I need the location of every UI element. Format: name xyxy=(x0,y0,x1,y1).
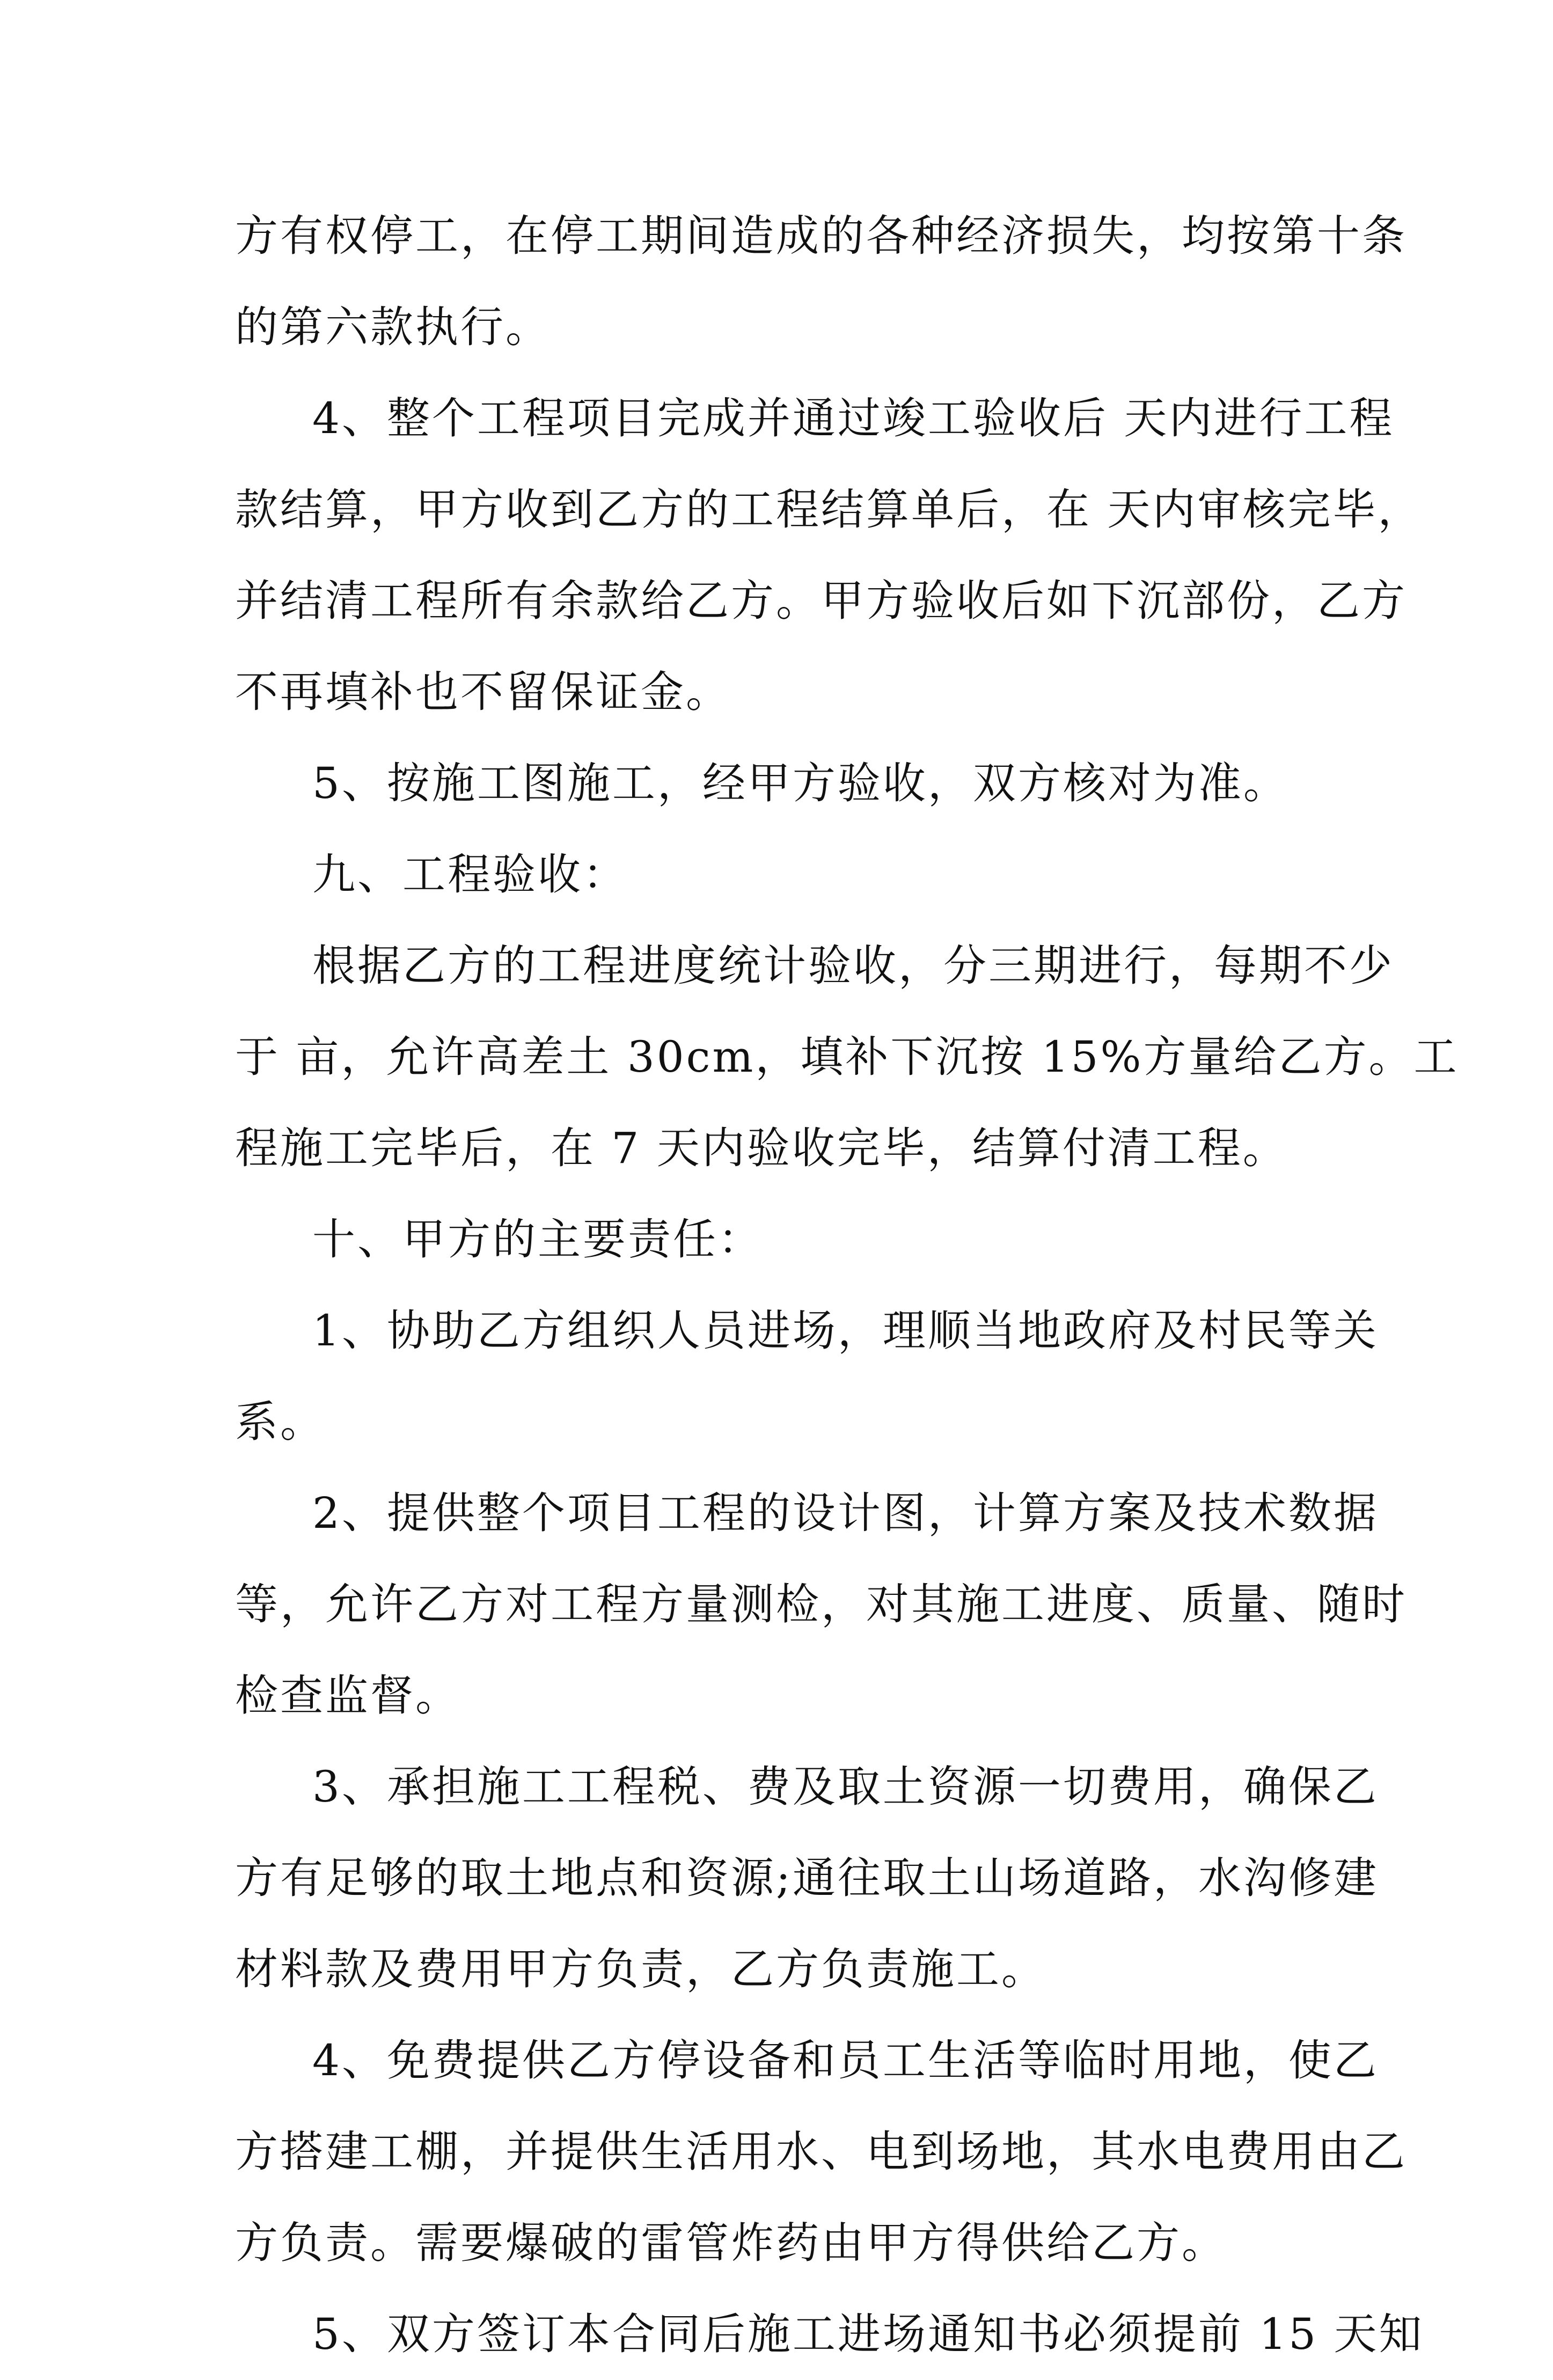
text-line: 不再填补也不留保证金。 xyxy=(235,667,731,717)
text-line: 4、免费提供乙方停设备和员工生活等临时用地，使乙 xyxy=(312,2035,1379,2085)
section-heading: 十、甲方的主要责任： xyxy=(312,1214,763,1264)
text-line: 方有足够的取土地点和资源;通往取土山场道路，水沟修建 xyxy=(235,1853,1379,1903)
text-line: 5、按施工图施工，经甲方验收，双方核对为准。 xyxy=(312,758,1288,808)
text-line: 程施工完毕后，在 7 天内验收完毕，结算付清工程。 xyxy=(235,1123,1288,1173)
text-line: 1、协助乙方组织人员进场，理顺当地政府及村民等关 xyxy=(312,1306,1379,1356)
text-line: 材料款及费用甲方负责，乙方负责施工。 xyxy=(235,1944,1046,1994)
text-line: 系。 xyxy=(235,1397,325,1447)
text-line: 于 亩，允许高差土 30cm，填补下沉按 15%方量给乙方。工 xyxy=(235,1032,1459,1082)
text-line: 5、双方签订本合同后施工进场通知书必须提前 15 天知 xyxy=(312,2309,1424,2359)
text-line: 4、整个工程项目完成并通过竣工验收后 天内进行工程 xyxy=(312,393,1395,443)
text-line: 的第六款执行。 xyxy=(235,302,551,352)
text-line: 3、承担施工工程税、费及取土资源一切费用，确保乙 xyxy=(312,1762,1379,1812)
text-line: 等，允许乙方对工程方量测检，对其施工进度、质量、随时 xyxy=(235,1579,1407,1629)
text-line: 并结清工程所有余款给乙方。甲方验收后如下沉部份，乙方 xyxy=(235,576,1407,626)
section-heading: 九、工程验收： xyxy=(312,850,628,899)
text-line: 根据乙方的工程进度统计验收，分三期进行，每期不少 xyxy=(312,941,1394,991)
text-line: 方负责。需要爆破的雷管炸药由甲方得供给乙方。 xyxy=(235,2218,1227,2268)
text-line: 方搭建工棚，并提供生活用水、电到场地，其水电费用由乙 xyxy=(235,2127,1407,2177)
text-line: 2、提供整个项目工程的设计图，计算方案及技术数据 xyxy=(312,1488,1379,1538)
document-body xyxy=(235,191,1459,2380)
text-line: 方有权停工，在停工期间造成的各种经济损失，均按第十条 xyxy=(235,211,1407,261)
text-line: 检查监督。 xyxy=(235,1671,460,1720)
text-line: 款结算，甲方收到乙方的工程结算单后，在 天内审核完毕， xyxy=(235,485,1423,534)
